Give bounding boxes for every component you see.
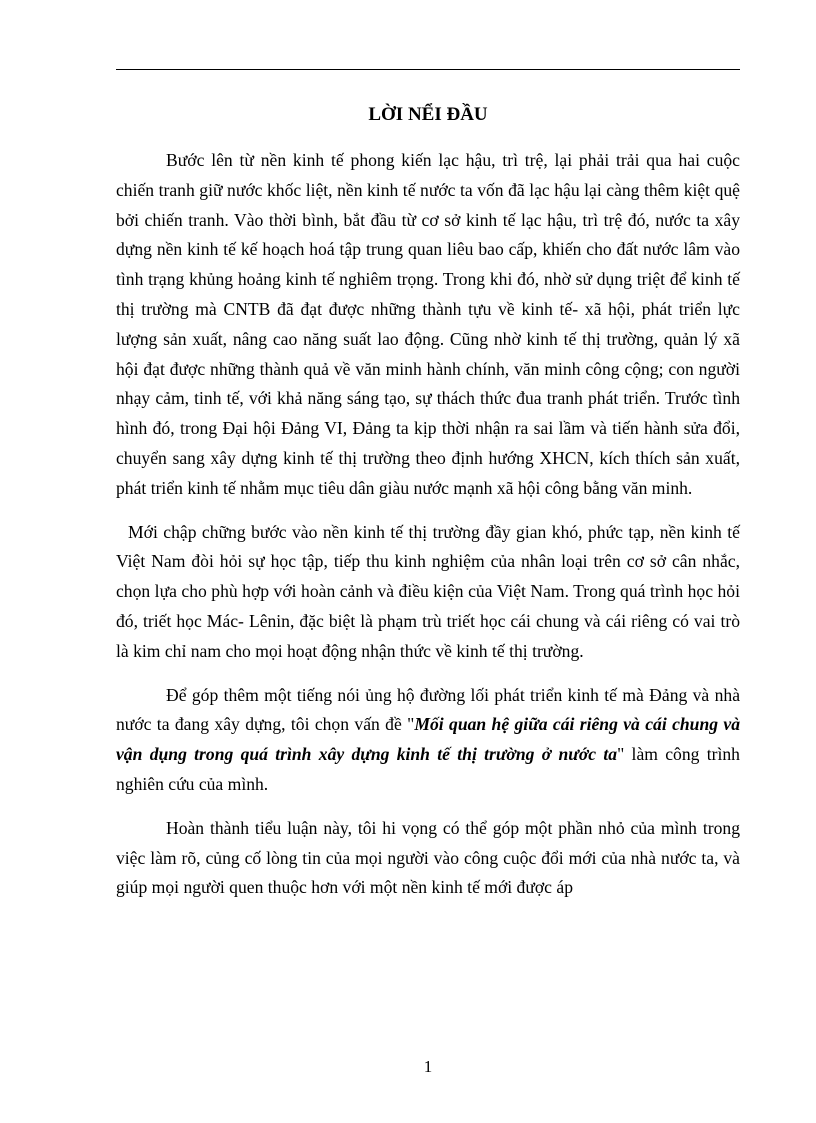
page-number: 1 xyxy=(423,1057,433,1076)
page-title: LỜI NỂI ĐẦU xyxy=(368,104,488,125)
header-rule xyxy=(116,69,740,70)
paragraph-1: Bước lên từ nền kinh tế phong kiến lạc hậu, trì trệ, lại phải trải qua hai cuộc chiến tranh giữ nước khốc liệt, nền kinh tế nước ta vốn đã lạc hậu lại càng thêm kiệt quệ bởi chiến tranh. Vào thời bình, bắt đầu từ cơ sở kinh tế lạc hậu, trì trệ đó, nước ta xây dựng nền kinh tế kế hoạch hoá tập trung quan liêu bao cấp, khiến cho đất nước lâm vào tình trạng khủng hoảng kinh tế nghiêm trọng. Trong khi đó, nhờ sử dụng triệt để kinh tế thị trường mà CNTB đã đạt được những thành tựu về kinh tế- xã hội, phát triển lực lượng sản xuất, nâng cao năng suất lao động. Cũng nhờ kinh tế thị trường, quản lý xã hội đạt được những thành quả về văn minh hành chính, văn minh công cộng; con người nhạy cảm, tinh tế, với khả năng sáng tạo, sự thách thức đua tranh phát triển. Trước tình hình đó, trong Đại hội Đảng VI, Đảng ta kịp thời nhận ra sai lầm và tiến hành sửa đổi, chuyển sang xây dựng kinh tế thị trường theo định hướng XHCN, kích thích sản xuất, phát triển kinh tế nhằm mục tiêu dân giàu nước mạnh xã hội công bằng văn minh. xyxy=(116,150,740,498)
paragraph-3 xyxy=(116,681,740,800)
paragraph-4: Hoàn thành tiểu luận này, tôi hi vọng có thể góp một phần nhỏ của mình trong việc làm rõ, củng cố lòng tin của mọi người vào công cuộc đổi mới của nhà nước ta, và giúp mọi người quen thuộc hơn với một nền kinh tế mới được áp xyxy=(116,817,740,898)
paragraph-3-tail: " làm công trình nghiên cứu của mình. xyxy=(116,744,740,794)
paragraph-3-topic: Mối quan hệ giữa cái riêng và cái chung và vận dụng trong quá trình xây dựng kinh tế thị trường ở nước ta xyxy=(116,714,741,765)
paragraph-2: Mới chập chững bước vào nền kinh tế thị trường đầy gian khó, phức tạp, nền kinh tế Việt Nam đòi hỏi sự học tập, tiếp thu kinh nghiệm của nhân loại trên cơ sở cân nhắc, chọn lựa cho phù hợp với hoàn cảnh và điều kiện của Việt Nam. Trong quá trình học hỏi đó, triết học Mác- Lênin, đặc biệt là phạm trù triết học cái chung và cái riêng có vai trò là kim chỉ nam cho mọi hoạt động nhận thức về kinh tế thị trường. xyxy=(116,521,740,661)
document-body xyxy=(116,146,740,903)
paragraph-3-lead: Để góp thêm một tiếng nói ủng hộ đường lối phát triển kinh tế mà Đảng và nhà nước ta đang xây dựng, tôi chọn vấn đề " xyxy=(116,684,740,735)
